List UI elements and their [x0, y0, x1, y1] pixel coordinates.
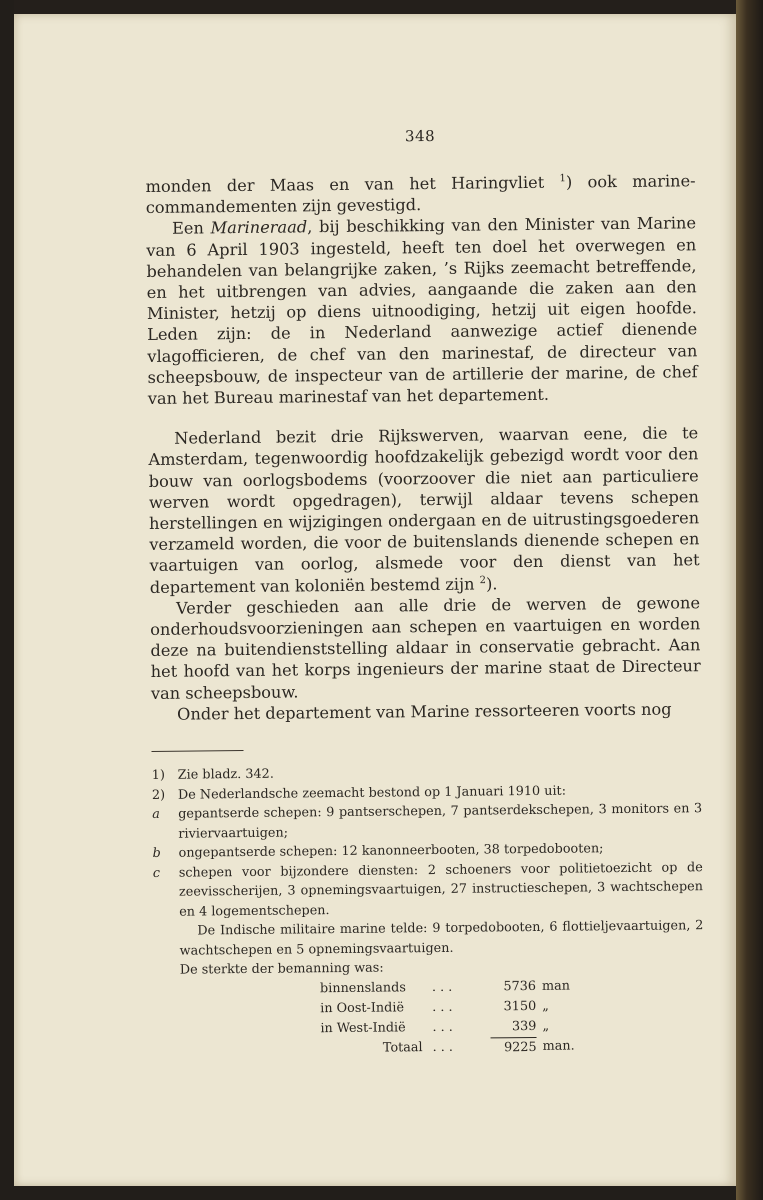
item-b-text: ongepantserde schepen: 12 kanonneerbooten, 38 torpedobooten;: [178, 841, 604, 861]
leader-dots: . . .: [432, 1019, 453, 1035]
footnote-ref-2: 2: [479, 574, 487, 586]
footnote-sterkte-intro: De sterkte der bemanning was:: [179, 960, 384, 978]
page-number: 348: [404, 126, 436, 146]
footnote-divider: [152, 750, 244, 752]
crew-count: 3150: [503, 998, 537, 1014]
scan-border-top: [0, 0, 763, 14]
table-row: [320, 1016, 582, 1039]
total-label: Totaal: [382, 1040, 423, 1056]
crew-location: binnenslands: [319, 979, 406, 996]
paragraph-5-text: Onder het departement van Marine ressorteeren voorts nog: [177, 699, 672, 724]
paragraph-2-lead: Een: [171, 218, 211, 239]
paragraph-onderhoud: [150, 592, 701, 704]
table-row: [320, 976, 582, 999]
crew-unit: „: [542, 1018, 550, 1034]
paragraph-marineraad: [146, 213, 698, 410]
paragraph-2-text: , bij beschikking van den Minister van Marine van 6 April 1903 ingesteld, heeft ten doel het overwegen en behandelen van belangrijke zaken, ’s Rijks zeemacht betreffende, en het uitbrengen van advies, aangaande die zaken aan den Minister, hetzij op diens uitnoodiging, hetzij uit eigen hoofde. Leden zijn: de in Nederland aanwezige actief dienende vlagofficieren, de chef van den marinestaf, de directeur van scheepsbouw, de inspecteur van de artillerie der marine, de chef van het Bureau marinestaf van het departement.: [146, 213, 698, 409]
paragraph-3-tail: ).: [485, 573, 498, 594]
paragraph-1-tail: ) ook marine-commandementen zijn gevestigd.: [145, 171, 696, 218]
footnote-item-c: [153, 858, 704, 922]
paragraph-1: [145, 170, 695, 218]
footnote-ref-1: 1: [559, 173, 566, 185]
paragraph-3-text: Nederland bezit drie Rijkswerven, waarvan eene, die te Amsterdam, tegenwoordig hoofdzakelijk gebezigd wordt voor den bouw van oorlogsbodems (voorzoover die niet aan particuliere werven wordt opgedragen), terwijl aldaar tevens schepen herstellingen en wijzigingen ondergaan en de uitrustingsgoederen verzameld worden, die voor de buitenslands dienende schepen en vaartuigen van oorlog, alsmede voor den dienst van het departement van koloniën bestemd zijn: [148, 423, 700, 597]
footnote-1-text: Zie bladz. 342.: [177, 766, 274, 783]
crew-count: 339: [490, 1017, 536, 1038]
scan-border-bottom: [0, 1186, 763, 1200]
footnote-1-mark: 1): [151, 767, 165, 784]
term-marineraad: Marineraad: [210, 217, 308, 238]
leader-dots: . . .: [431, 979, 453, 995]
footnote-indische-marine: De Indische militaire marine telde: 9 torpedobooten, 6 flottieljevaartuigen, 2 wachtschepen en 5 opnemingsvaartuigen.: [179, 918, 704, 959]
leader-dots: . . .: [432, 1040, 454, 1056]
crew-count: 5736: [503, 978, 537, 994]
item-a-mark: a: [152, 806, 160, 823]
table-total-row: [321, 1037, 583, 1060]
item-b-mark: b: [152, 845, 161, 862]
crew-strength-table: [320, 976, 583, 1060]
crew-unit: „: [542, 998, 549, 1014]
footnote-item-a: [152, 799, 702, 844]
table-row: [320, 996, 582, 1019]
scan-border-left: [0, 0, 14, 1200]
crew-location: in West-Indië: [320, 1020, 406, 1037]
item-c-text: schepen voor bijzondere diensten: 2 schoeners voor politietoezicht op de zeevisscherijen, 3 opnemingsvaartuigen, 27 instructieschepen, 3 wachtschepen en 4 logementschepen.: [178, 859, 704, 920]
item-c-mark: c: [152, 865, 161, 881]
paragraph-onder-departement: [151, 698, 701, 725]
book-spine: [736, 0, 763, 1200]
item-a-text: gepantserde schepen: 9 pantserschepen, 7 pantserdekschepen, 3 monitors en 3 riviervaartuigen;: [178, 801, 703, 842]
paragraph-rijkswerven: [148, 422, 700, 597]
crew-unit: man: [541, 978, 571, 994]
footnote-2-mark: 2): [151, 787, 166, 803]
paragraph-1-text: monden der Maas en van het Haringvliet: [145, 172, 560, 196]
total-unit: man.: [542, 1038, 575, 1055]
leader-dots: . . .: [432, 999, 453, 1015]
crew-location: in Oost-Indië: [320, 999, 405, 1016]
page-content: [145, 124, 705, 1061]
footnote-2-text: De Nederlandsche zeemacht bestond op 1 Januari 1910 uit:: [177, 783, 567, 803]
total-count: 9225: [503, 1039, 537, 1055]
paragraph-4-text: Verder geschieden aan alle drie de werven de gewone onderhoudsvoorzieningen aan schepen en vaartuigen en worden deze na buitendienststelling aldaar in conservatie gebracht. Aan het hoofd van het korps ingenieurs der marine staat de Directeur van scheepsbouw.: [150, 593, 701, 703]
